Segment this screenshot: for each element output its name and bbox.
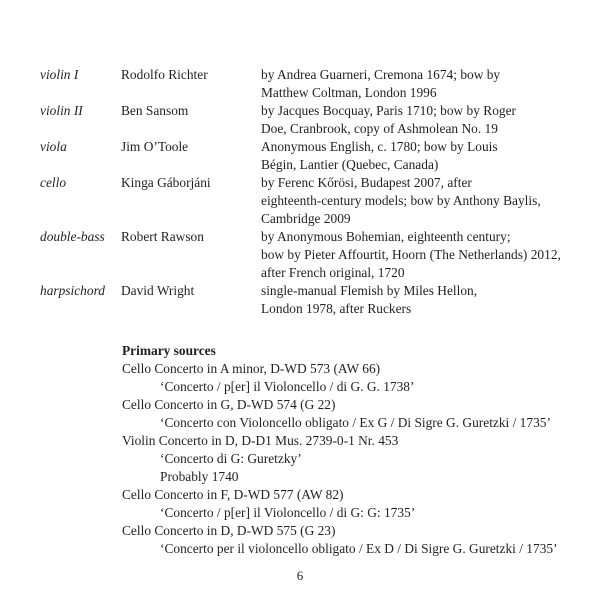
source-title: Cello Concerto in D, D-WD 575 (G 23) <box>122 523 336 538</box>
page-number: 6 <box>296 568 304 583</box>
player-name: Jim O’Toole <box>121 139 189 154</box>
maker-line: bow by Pieter Affourtit, Hoorn (The Netherlands) 2012, <box>261 247 561 262</box>
source-title: Cello Concerto in A minor, D-WD 573 (AW 66) <box>122 361 381 376</box>
instrument-list <box>40 66 580 318</box>
maker-line: Bégin, Lantier (Quebec, Canada) <box>261 157 439 172</box>
instrument-maker <box>261 138 561 174</box>
maker-line: Anonymous English, c. 1780; bow by Louis <box>261 139 498 154</box>
instrument-role: harpsichord <box>40 283 105 298</box>
maker-line: Doe, Cranbrook, copy of Ashmolean No. 19 <box>261 121 498 136</box>
maker-line: single-manual Flemish by Miles Hellon, <box>261 283 478 298</box>
instrument-row-double-bass <box>40 228 580 282</box>
instrument-maker <box>261 66 561 102</box>
player-name: Kinga Gáborjáni <box>121 175 211 190</box>
source-title: Cello Concerto in G, D-WD 574 (G 22) <box>122 397 336 412</box>
source-detail: Probably 1740 <box>160 469 239 484</box>
sources-heading: Primary sources <box>122 343 216 358</box>
instrument-maker <box>261 174 561 228</box>
instrument-row-violin-1 <box>40 66 580 102</box>
maker-line: by Andrea Guarneri, Cremona 1674; bow by <box>261 67 501 82</box>
player-name: David Wright <box>121 283 195 298</box>
instrument-role: cello <box>40 175 67 190</box>
source-title: Cello Concerto in F, D-WD 577 (AW 82) <box>122 487 344 502</box>
maker-line: Cambridge 2009 <box>261 211 351 226</box>
player-name: Ben Sansom <box>121 103 189 118</box>
instrument-row-harpsichord <box>40 282 580 318</box>
source-detail: ‘Concerto / p[er] il Violoncello / di G. G. 1738’ <box>160 379 415 394</box>
instrument-role: violin I <box>40 67 79 82</box>
maker-line: by Jacques Bocquay, Paris 1710; bow by Roger <box>261 103 517 118</box>
instrument-role: viola <box>40 139 67 154</box>
source-detail: ‘Concerto di G: Guretzky’ <box>160 451 302 466</box>
player-name: Robert Rawson <box>121 229 204 244</box>
instrument-role: violin II <box>40 103 83 118</box>
instrument-role: double-bass <box>40 229 105 244</box>
source-detail: ‘Concerto con Violoncello obligato / Ex G / Di Sigre G. Guretzki / 1735’ <box>160 415 551 430</box>
player-name: Rodolfo Richter <box>121 67 208 82</box>
source-detail: ‘Concerto / p[er] il Violoncello / di G: G: 1735’ <box>160 505 416 520</box>
maker-line: by Anonymous Bohemian, eighteenth century; <box>261 229 511 244</box>
maker-line: Matthew Coltman, London 1996 <box>261 85 437 100</box>
maker-line: eighteenth-century models; bow by Anthony Baylis, <box>261 193 541 208</box>
instrument-row-viola <box>40 138 580 174</box>
instrument-maker <box>261 282 561 318</box>
maker-line: by Ferenc Kőrösi, Budapest 2007, after <box>261 175 472 190</box>
source-detail: ‘Concerto per il violoncello obligato / Ex D / Di Sigre G. Guretzki / 1735’ <box>160 541 558 556</box>
instrument-row-violin-2 <box>40 102 580 138</box>
maker-line: London 1978, after Ruckers <box>261 301 412 316</box>
primary-sources <box>122 342 582 558</box>
instrument-maker <box>261 102 561 138</box>
maker-line: after French original, 1720 <box>261 265 405 280</box>
instrument-row-cello <box>40 174 580 228</box>
instrument-maker <box>261 228 561 282</box>
source-title: Violin Concerto in D, D-D1 Mus. 2739-0-1 Nr. 453 <box>122 433 399 448</box>
